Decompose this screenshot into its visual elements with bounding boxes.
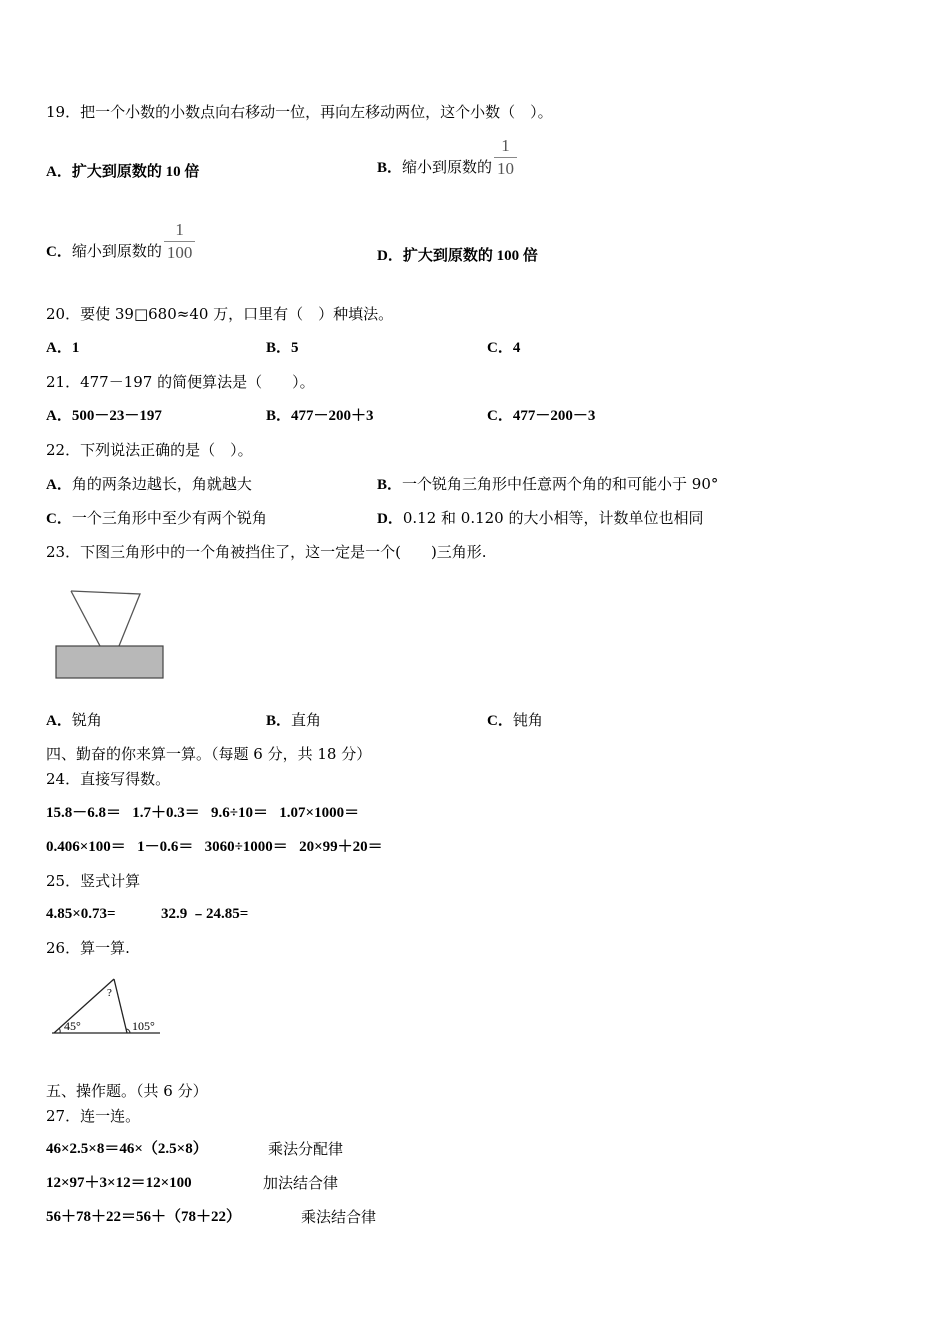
q19-option-c xyxy=(46,220,195,263)
q27-left-1: 46×2.5×8＝46×（2.5×8） xyxy=(46,1141,208,1157)
option-label: B． xyxy=(377,160,403,176)
q23-option-c: C．钝角 xyxy=(487,711,543,729)
q24-row-1 xyxy=(46,803,359,823)
q20-option-c: C．4 xyxy=(487,340,521,356)
option-text: 缩小到原数的 xyxy=(402,158,493,176)
q20-option-a: A．1 xyxy=(46,340,80,356)
q21-option-a: A．500－23－197 xyxy=(46,408,162,424)
equation: 3060÷1000＝ xyxy=(204,839,288,855)
equation: 9.6÷10＝ xyxy=(211,805,269,821)
q27-stem: 27．连一连。 xyxy=(46,1107,141,1125)
equation: 1.07×1000＝ xyxy=(279,805,360,821)
q27-left-3: 56＋78＋22＝56＋（78＋22） xyxy=(46,1209,242,1225)
q22-option-b: B．一个锐角三角形中任意两个角的和可能小于 90° xyxy=(377,475,719,493)
option-label: A． xyxy=(46,164,72,180)
option-label: D． xyxy=(377,248,403,264)
q23-option-b: B．直角 xyxy=(266,711,322,729)
fraction: $\frac{1}{100}$ xyxy=(164,220,196,263)
q23-hidden-angle-triangle-figure xyxy=(50,585,170,685)
q23-stem: 23．下图三角形中的一个角被挡住了，这一定是一个( )三角形. xyxy=(46,543,487,561)
section-4-title: 四、勤奋的你来算一算。（每题 6 分，共 18 分） xyxy=(46,745,372,763)
option-label: C． xyxy=(46,244,72,260)
q25-stem: 25．竖式计算 xyxy=(46,872,141,890)
equation: 1.7＋0.3＝ xyxy=(132,805,200,821)
q26-triangle-figure xyxy=(50,973,170,1039)
q22-option-c: C．一个三角形中至少有两个锐角 xyxy=(46,509,267,527)
q24-stem: 24．直接写得数。 xyxy=(46,770,171,788)
q19-option-b xyxy=(377,136,517,179)
option-text: 扩大到原数的 10 倍 xyxy=(71,164,200,180)
q21-option-c: C．477－200－3 xyxy=(487,408,596,424)
q19-stem: 19．把一个小数的小数点向右移动一位，再向左移动两位，这个小数（ ）。 xyxy=(46,103,553,121)
q22-option-d: D．0.12 和 0.120 的大小相等，计数单位也相同 xyxy=(377,509,704,527)
q27-right-1: 乘法分配律 xyxy=(268,1140,344,1158)
q25-item-1: 4.85×0.73= xyxy=(46,906,116,922)
section-5-title: 五、操作题。（共 6 分） xyxy=(46,1082,208,1100)
q19-option-a xyxy=(46,161,199,182)
q21-stem: 21．477－197 的简便算法是（ ）。 xyxy=(46,373,315,391)
q22-option-a: A．角的两条边越长，角就越大 xyxy=(46,475,252,493)
q25-item-2: 32.9 ﹣24.85= xyxy=(161,906,249,922)
equation: 15.8－6.8＝ xyxy=(46,805,122,821)
q21-option-b: B．477－200＋3 xyxy=(266,408,374,424)
option-text: 扩大到原数的 100 倍 xyxy=(402,248,538,264)
q27-right-2: 加法结合律 xyxy=(263,1174,339,1192)
equation: 1－0.6＝ xyxy=(137,839,194,855)
q27-left-2: 12×97＋3×12＝12×100 xyxy=(46,1175,192,1191)
angle-105-label: 105° xyxy=(132,1019,155,1033)
q19-option-d xyxy=(377,245,538,266)
fraction: $\frac{1}{10}$ xyxy=(494,136,517,179)
q26-stem: 26．算一算. xyxy=(46,939,130,957)
q20-option-b: B．5 xyxy=(266,340,299,356)
angle-45-label: 45° xyxy=(64,1019,81,1033)
q24-row-2 xyxy=(46,837,383,857)
unknown-angle-label: ? xyxy=(107,987,112,999)
equation: 20×99＋20＝ xyxy=(299,839,383,855)
q22-stem: 22．下列说法正确的是（ ）。 xyxy=(46,441,253,459)
option-text: 缩小到原数的 xyxy=(71,242,162,260)
q23-option-a: A．锐角 xyxy=(46,711,102,729)
q20-stem: 20．要使 39□680≈40 万，口里有（ ）种填法。 xyxy=(46,305,394,323)
q27-right-3: 乘法结合律 xyxy=(301,1208,377,1226)
equation: 0.406×100＝ xyxy=(46,839,126,855)
